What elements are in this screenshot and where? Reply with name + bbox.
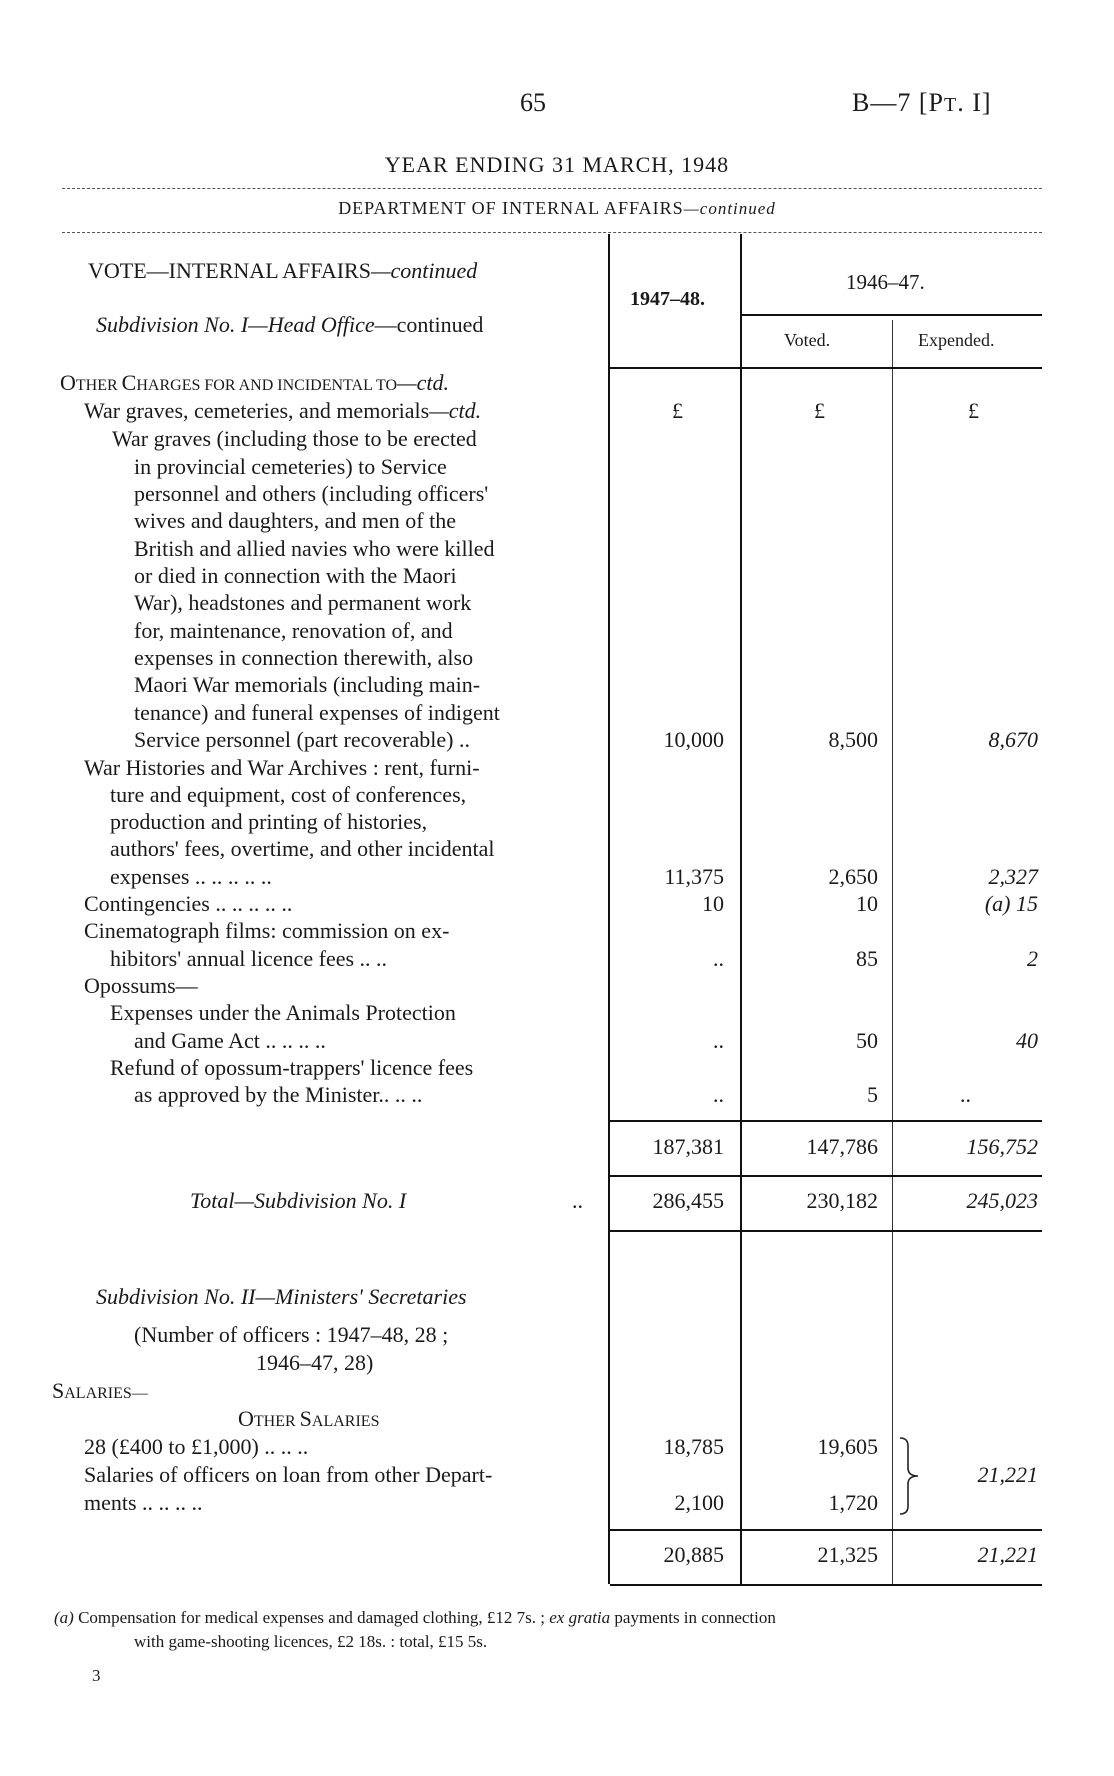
divider bbox=[62, 188, 1042, 189]
salary-row-label: Salaries of officers on loan from other Depart- bbox=[84, 1462, 493, 1487]
os-big1: O bbox=[238, 1406, 254, 1431]
item-line: Expenses under the Animals Protection bbox=[110, 1000, 456, 1025]
column-header-expended: Expended. bbox=[918, 330, 995, 350]
subtotal-voted: 147,786 bbox=[806, 1134, 878, 1159]
wg-heading-ctd: —ctd. bbox=[429, 398, 482, 423]
total-label: Total—Subdivision No. I bbox=[190, 1188, 407, 1213]
other-salaries-heading bbox=[238, 1406, 379, 1432]
item-line: or died in connection with the Maori bbox=[134, 563, 457, 588]
salary-voted: 19,605 bbox=[817, 1434, 878, 1459]
column-header-1947-48: 1947–48. bbox=[630, 288, 705, 310]
subtotal-1947-48: 187,381 bbox=[652, 1134, 724, 1159]
column-header-voted: Voted. bbox=[784, 330, 831, 350]
subdivision-ii-title: Subdivision No. II—Ministers' Secretaries bbox=[96, 1284, 467, 1309]
footnote bbox=[54, 1608, 776, 1628]
salaries-heading bbox=[52, 1378, 148, 1404]
item-line: Refund of opossum-trappers' licence fees bbox=[110, 1055, 474, 1080]
officers-line: 1946–47, 28) bbox=[256, 1350, 374, 1375]
currency-symbol: £ bbox=[968, 398, 979, 423]
item-line: in provincial cemeteries) to Service bbox=[134, 454, 447, 479]
salary-voted: 1,720 bbox=[828, 1490, 878, 1515]
value-expended: 2 bbox=[1027, 946, 1038, 971]
document-reference bbox=[852, 88, 992, 118]
sal-big: S bbox=[52, 1378, 65, 1403]
item-line: British and allied navies who were killed bbox=[134, 536, 495, 561]
value-voted: 2,650 bbox=[828, 864, 878, 889]
sub2-total-voted: 21,325 bbox=[817, 1542, 878, 1567]
salary-row-label: 28 (£400 to £1,000) .. .. .. bbox=[84, 1434, 309, 1459]
oc-ctd: —ctd. bbox=[397, 370, 449, 395]
total-dots: .. bbox=[572, 1188, 583, 1213]
header-rule bbox=[742, 314, 1042, 316]
officers-line: (Number of officers : 1947–48, 28 ; bbox=[134, 1322, 449, 1347]
bracket-expended: 21,221 bbox=[977, 1462, 1038, 1487]
divider bbox=[62, 232, 1042, 233]
subdivision-heading-italic: Subdivision No. I—Head Office bbox=[96, 312, 375, 337]
total-rule bbox=[610, 1175, 1042, 1177]
other-charges-heading bbox=[60, 370, 449, 396]
total-1947-48: 286,455 bbox=[652, 1188, 724, 1213]
value-expended: (a) 15 bbox=[984, 891, 1038, 916]
value-1947-48: 10,000 bbox=[663, 727, 724, 752]
value-expended: 2,327 bbox=[988, 864, 1038, 889]
sal-small: ALARIES— bbox=[64, 1385, 148, 1402]
item-line: War graves (including those to be erected bbox=[112, 426, 477, 451]
ref-suffix: . I] bbox=[957, 88, 992, 117]
sub2-total-expended: 21,221 bbox=[977, 1542, 1038, 1567]
total-rule bbox=[610, 1584, 1042, 1586]
item-line: hibitors' annual licence fees .. .. bbox=[110, 946, 388, 971]
column-header-1946-47: 1946–47. bbox=[846, 270, 925, 294]
footnote-text: Compensation for medical expenses and damaged clothing, £12 7s. ; bbox=[78, 1608, 545, 1627]
footnote-italic: ex gratia bbox=[549, 1608, 611, 1627]
footnote-mark: (a) bbox=[54, 1608, 74, 1627]
item-line: and Game Act .. .. .. .. bbox=[134, 1028, 326, 1053]
value-1947-48: .. bbox=[713, 1028, 724, 1053]
item-line: production and printing of histories, bbox=[110, 809, 428, 834]
value-voted: 8,500 bbox=[828, 727, 878, 752]
value-voted: 85 bbox=[856, 946, 878, 971]
brace-icon bbox=[896, 1436, 926, 1516]
value-1947-48: .. bbox=[713, 946, 724, 971]
item-line: expenses in connection therewith, also bbox=[134, 645, 474, 670]
footnote-line2: with game-shooting licences, £2 18s. : total, £15 5s. bbox=[134, 1632, 488, 1651]
currency-symbol: £ bbox=[814, 398, 825, 423]
subtotal-rule bbox=[610, 1120, 1042, 1122]
item-line: expenses .. .. .. .. .. bbox=[110, 864, 272, 889]
total-voted: 230,182 bbox=[806, 1188, 878, 1213]
total-expended: 245,023 bbox=[966, 1188, 1038, 1213]
page-number: 65 bbox=[520, 88, 546, 117]
item-line: as approved by the Minister.. .. .. bbox=[134, 1082, 423, 1107]
item-line: ture and equipment, cost of conferences, bbox=[110, 782, 467, 807]
sub2-total-1947-48: 20,885 bbox=[663, 1542, 724, 1567]
column-rule bbox=[608, 234, 610, 1584]
subdivision-heading bbox=[96, 312, 483, 338]
dept-name: DEPARTMENT OF INTERNAL AFFAIRS bbox=[338, 198, 684, 218]
vote-title bbox=[88, 258, 477, 284]
item-line: Opossums— bbox=[84, 973, 198, 998]
total-rule bbox=[610, 1230, 1042, 1232]
item-line: for, maintenance, renovation of, and bbox=[134, 618, 453, 643]
value-1947-48: 10 bbox=[702, 891, 724, 916]
signature-mark: 3 bbox=[92, 1666, 101, 1685]
ref-sc: T bbox=[943, 94, 958, 116]
column-rule bbox=[740, 234, 742, 1584]
oc-small-b: HARGES FOR AND INCIDENTAL TO bbox=[136, 377, 398, 394]
dept-continued: —continued bbox=[683, 199, 776, 218]
salary-row-label: ments .. .. .. .. bbox=[84, 1490, 203, 1515]
item-line: Maori War memorials (including main- bbox=[134, 672, 481, 697]
item-line: War), headstones and permanent work bbox=[134, 590, 472, 615]
subtotal-rule bbox=[610, 1529, 1042, 1531]
item-line: Service personnel (part recoverable) .. bbox=[134, 727, 470, 752]
value-voted: 5 bbox=[867, 1082, 878, 1107]
value-expended: 40 bbox=[1016, 1028, 1038, 1053]
salary-1947-48: 18,785 bbox=[663, 1434, 724, 1459]
value-1947-48: 11,375 bbox=[664, 864, 724, 889]
os-small2: ALARIES bbox=[311, 1413, 380, 1430]
item-line: Contingencies .. .. .. .. .. bbox=[84, 891, 293, 916]
subtotal-expended: 156,752 bbox=[966, 1134, 1038, 1159]
vote-title-text: VOTE—INTERNAL AFFAIRS bbox=[88, 258, 371, 283]
currency-symbol: £ bbox=[672, 398, 683, 423]
item-line: tenance) and funeral expenses of indigent bbox=[134, 700, 500, 725]
value-expended: .. bbox=[960, 1082, 971, 1107]
vote-title-continued: —continued bbox=[370, 258, 478, 283]
value-expended: 8,670 bbox=[988, 727, 1038, 752]
oc-small-a: THER bbox=[75, 377, 118, 394]
footnote-end: payments in connection bbox=[614, 1608, 776, 1627]
year-title: YEAR ENDING 31 MARCH, 1948 bbox=[384, 152, 730, 177]
item-line: wives and daughters, and men of the bbox=[134, 508, 456, 533]
item-line: Cinematograph films: commission on ex- bbox=[84, 918, 450, 943]
column-rule bbox=[892, 320, 893, 1584]
os-big2: S bbox=[299, 1406, 312, 1431]
oc-big-o: O bbox=[60, 370, 76, 395]
value-1947-48: .. bbox=[713, 1082, 724, 1107]
item-line: personnel and others (including officers' bbox=[134, 481, 489, 506]
subdivision-heading-suffix: —continued bbox=[374, 312, 484, 337]
value-voted: 50 bbox=[856, 1028, 878, 1053]
value-voted: 10 bbox=[856, 891, 878, 916]
wg-heading-text: War graves, cemeteries, and memorials bbox=[84, 398, 430, 423]
item-line: authors' fees, overtime, and other incidental bbox=[110, 836, 495, 861]
item-line: War Histories and War Archives : rent, furni- bbox=[84, 755, 480, 780]
header-rule bbox=[610, 367, 1042, 369]
salary-1947-48: 2,100 bbox=[674, 1490, 724, 1515]
os-small1: THER bbox=[253, 1413, 300, 1430]
war-graves-heading bbox=[84, 398, 481, 424]
department-title bbox=[0, 198, 1114, 219]
oc-big-c: C bbox=[121, 370, 137, 395]
ref-prefix: B—7 [P bbox=[852, 88, 944, 117]
